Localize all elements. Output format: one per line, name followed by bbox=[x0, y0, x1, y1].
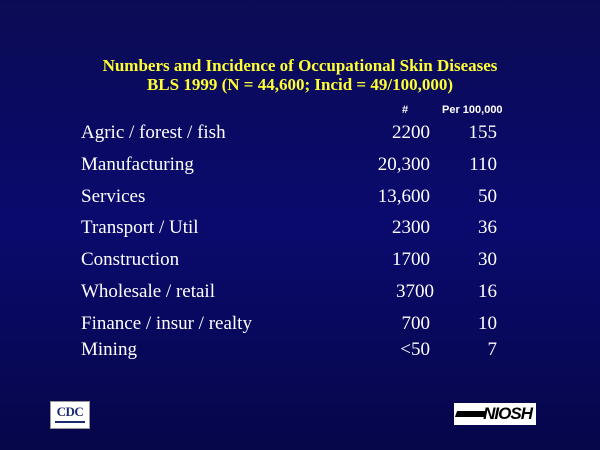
table-row bbox=[0, 121, 600, 145]
row-rate: 110 bbox=[469, 154, 497, 175]
row-rate: 50 bbox=[478, 186, 497, 207]
row-count: 20,300 bbox=[377, 154, 430, 175]
row-label: Finance / insur / realty bbox=[81, 313, 252, 334]
row-count: 1700 bbox=[392, 249, 430, 270]
niosh-logo-text: NIOSH bbox=[483, 404, 532, 423]
row-rate: 30 bbox=[478, 249, 497, 270]
row-count: 13,600 bbox=[377, 186, 430, 207]
cdc-logo bbox=[50, 401, 90, 429]
row-label: Services bbox=[81, 186, 146, 207]
table-row bbox=[0, 280, 600, 304]
column-header-rate: Per 100,000 bbox=[442, 104, 503, 116]
cdc-logo-text: CDC bbox=[56, 404, 84, 419]
slide-title bbox=[0, 56, 600, 94]
table-row bbox=[0, 216, 600, 240]
table-row bbox=[0, 312, 600, 336]
row-rate: 7 bbox=[487, 339, 497, 360]
table-row bbox=[0, 185, 600, 209]
row-rate: 36 bbox=[478, 217, 497, 238]
row-label: Transport / Util bbox=[81, 217, 199, 238]
row-count: <50 bbox=[400, 339, 430, 360]
cdc-logo-rule bbox=[55, 421, 85, 423]
title-line-2: BLS 1999 (N = 44,600; Incid = 49/100,000) bbox=[146, 75, 454, 94]
table-row bbox=[0, 248, 600, 272]
row-rate: 10 bbox=[478, 313, 497, 334]
row-count: 2200 bbox=[392, 122, 430, 143]
column-header-count: # bbox=[402, 104, 409, 116]
row-count: 3700 bbox=[396, 281, 434, 302]
table-row bbox=[0, 153, 600, 177]
row-rate: 155 bbox=[468, 122, 497, 143]
niosh-logo bbox=[454, 403, 536, 425]
row-label: Manufacturing bbox=[81, 154, 194, 175]
row-label: Mining bbox=[81, 339, 137, 360]
row-label: Construction bbox=[81, 249, 180, 270]
title-line-1: Numbers and Incidence of Occupational Skin Diseases bbox=[102, 56, 498, 75]
row-rate: 16 bbox=[478, 281, 497, 302]
row-count: 2300 bbox=[392, 217, 430, 238]
table-row bbox=[0, 338, 600, 362]
row-label: Wholesale / retail bbox=[81, 281, 215, 302]
row-label: Agric / forest / fish bbox=[81, 122, 226, 143]
row-count: 700 bbox=[401, 313, 430, 334]
